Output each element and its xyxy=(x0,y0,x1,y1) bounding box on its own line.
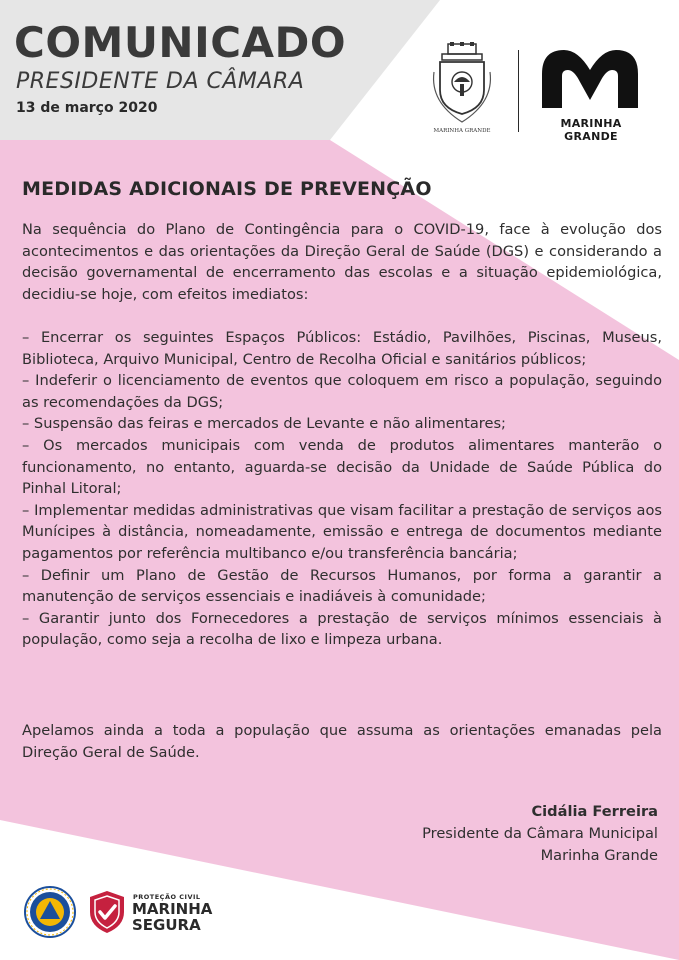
marinha-segura-wordmark xyxy=(132,901,212,933)
publish-date: 13 de março 2020 xyxy=(16,100,158,116)
marinha-segura-line2: SEGURA xyxy=(132,916,201,934)
header xyxy=(0,0,679,143)
civil-protection-emblem-icon xyxy=(24,886,76,938)
intro-paragraph: Na sequência do Plano de Contingência para o COVID-19, face à evolução dos acontecimentos e das orientações da Direção Geral de Saúde (DGS) e considerando a decisão governamental de encerramento das escolas e a situação epidemiológica, decidiu-se hoje, com efeitos imediatos: xyxy=(22,221,662,303)
measure-item: – Suspensão das feiras e mercados de Levante e não alimentares; xyxy=(22,415,506,433)
closing-paragraph: Apelamos ainda a toda a população que assuma as orientações emanadas pela Direção Geral de Saúde. xyxy=(22,722,662,761)
crest-caption: MARINHA GRANDE xyxy=(433,128,491,134)
measure-item: – Definir um Plano de Gestão de Recursos Humanos, por forma a garantir a manutenção de serviços essenciais e inadiáveis à comunidade; xyxy=(22,566,662,606)
marinha-grande-label: MARINHA GRANDE xyxy=(560,117,622,143)
section-heading: MEDIDAS ADICIONAIS DE PREVENÇÃO xyxy=(22,178,432,200)
measure-item: – Implementar medidas administrativas que visam facilitar a prestação de serviços aos Munícipes à distância, nomeadamente, emissão e entrega de documentos mediante pagamentos por referência multibanco e/ou transferência bancária; xyxy=(22,501,662,562)
page-title: COMUNICADO xyxy=(14,18,347,67)
header-divider xyxy=(518,50,519,132)
measure-item: – Indeferir o licenciamento de eventos que coloquem em risco a população, seguindo as recomendações da DGS; xyxy=(22,372,662,411)
marinha-grande-logo-icon xyxy=(538,44,642,112)
signature-block xyxy=(422,801,658,867)
announcement-body xyxy=(22,219,662,651)
signatory-name: Cidália Ferreira xyxy=(531,803,658,820)
closing-section xyxy=(22,720,662,763)
page-subtitle: PRESIDENTE DA CÂMARA xyxy=(16,69,305,94)
marinha-segura-line1: MARINHA xyxy=(132,900,213,918)
municipal-crest-icon xyxy=(428,42,496,132)
signatory-place: Marinha Grande xyxy=(540,847,658,864)
measure-item: – Garantir junto dos Fornecedores a prestação de serviços mínimos essenciais à população, como seja a recolha de lixo e limpeza urbana. xyxy=(22,609,662,649)
signatory-role: Presidente da Câmara Municipal xyxy=(422,825,658,842)
measure-item: – Os mercados municipais com venda de produtos alimentares manterão o funcionamento, no entanto, aguarda-se decisão da Unidade de Saúde Pública do Pinhal Litoral; xyxy=(22,436,662,498)
marinha-segura-caption: PROTEÇÃO CIVIL xyxy=(133,893,201,901)
measure-item: – Encerrar os seguintes Espaços Públicos: Estádio, Pavilhões, Piscinas, Museus, Biblioteca, Arquivo Municipal, Centro de Recolha Oficial e sanitários públicos; xyxy=(22,328,662,368)
marinha-segura-shield-icon xyxy=(88,890,126,934)
